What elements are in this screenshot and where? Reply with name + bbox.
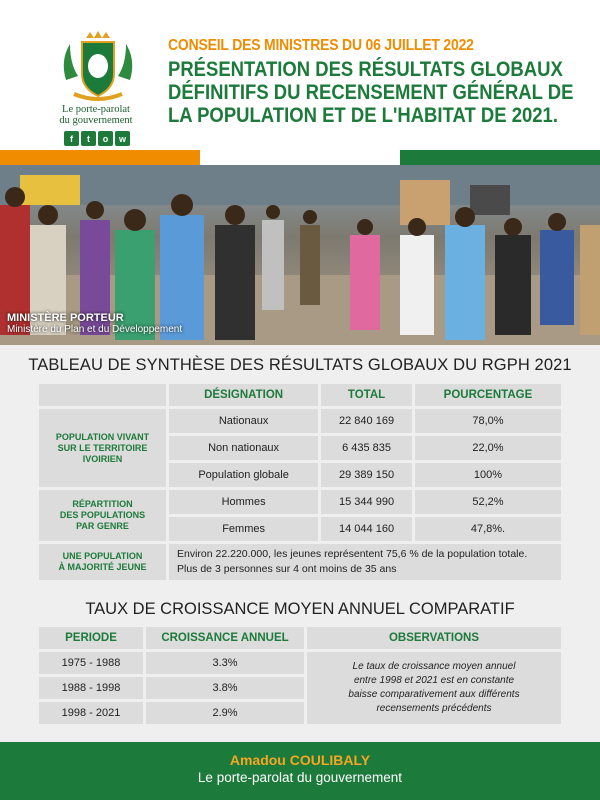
- group-genre-label: [39, 490, 166, 541]
- designation-cell: Nationaux: [169, 409, 318, 433]
- youth-note-line2: Plus de 3 personnes sur 4 ont moins de 35 ans: [177, 563, 397, 575]
- table-row: [39, 409, 561, 433]
- rate-cell: 3.8%: [146, 677, 304, 699]
- header-total: TOTAL: [321, 384, 412, 406]
- observation-cell: [307, 652, 561, 724]
- title-line3: LA POPULATION ET DE L'HABITAT DE 2021.: [168, 103, 558, 127]
- group-label-line: PAR GENRE: [76, 521, 129, 531]
- rate-cell: 3.3%: [146, 652, 304, 674]
- header: [0, 0, 600, 165]
- table-row: [39, 652, 561, 674]
- logo-caption: [36, 104, 156, 126]
- header-observations: OBSERVATIONS: [307, 627, 561, 649]
- percentage-cell: 47,8%.: [415, 517, 561, 541]
- group-label-line: UNE POPULATION: [62, 551, 143, 561]
- total-cell: 29 389 150: [321, 463, 412, 487]
- header-pourcentage: POURCENTAGE: [415, 384, 561, 406]
- table-row: [39, 490, 561, 514]
- header-designation: DÉSIGNATION: [169, 384, 318, 406]
- title-line2: DÉFINITIFS DU RECENSEMENT GÉNÉRAL DE: [168, 80, 574, 104]
- table-header-row: [39, 384, 561, 406]
- ministere-name: Ministère du Plan et du Développement: [7, 324, 183, 335]
- table-header-row: [39, 627, 561, 649]
- total-cell: 22 840 169: [321, 409, 412, 433]
- logo-caption-line2: du gouvernement: [59, 115, 133, 126]
- header-empty-cell: [39, 384, 166, 406]
- total-cell: 6 435 835: [321, 436, 412, 460]
- percentage-cell: 78,0%: [415, 409, 561, 433]
- observation-line: baisse comparativement aux différents: [348, 689, 520, 700]
- observation-line: Le taux de croissance moyen annuel: [352, 661, 516, 672]
- footer-name: Amadou COULIBALY: [229, 752, 371, 768]
- period-cell: 1998 - 2021: [39, 702, 143, 724]
- social-icons: [64, 131, 130, 146]
- green-accent-bar: [400, 150, 600, 165]
- observation-line: recensements précédents: [376, 703, 492, 714]
- total-cell: 15 344 990: [321, 490, 412, 514]
- conseil-date: CONSEIL DES MINISTRES DU 06 JUILLET 2022: [168, 37, 474, 54]
- footer-role: Le porte-parolat du gouvernement: [197, 770, 403, 785]
- logo-caption-line1: Le porte-parolat: [62, 104, 130, 115]
- group-label-line: RÉPARTITION: [72, 499, 133, 509]
- designation-cell: Femmes: [169, 517, 318, 541]
- website-icon[interactable]: w: [115, 131, 130, 146]
- designation-cell: Population globale: [169, 463, 318, 487]
- rate-cell: 2.9%: [146, 702, 304, 724]
- footer: [0, 742, 600, 800]
- total-cell: 14 044 160: [321, 517, 412, 541]
- facebook-icon[interactable]: f: [64, 131, 79, 146]
- group-label-line: DES POPULATIONS: [59, 510, 146, 520]
- table-row: [39, 544, 561, 580]
- instagram-icon[interactable]: o: [98, 131, 113, 146]
- period-cell: 1988 - 1998: [39, 677, 143, 699]
- observation-line: entre 1998 et 2021 est en constante: [353, 675, 515, 686]
- group-label-line: SUR LE TERRITOIRE: [57, 442, 148, 453]
- page-title: [168, 57, 574, 127]
- synthesis-table: [36, 381, 564, 583]
- percentage-cell: 100%: [415, 463, 561, 487]
- header-croissance: CROISSANCE ANNUEL: [146, 627, 304, 649]
- group-jeune-label: [39, 544, 166, 580]
- percentage-cell: 52,2%: [415, 490, 561, 514]
- youth-note-line1: Environ 22.220.000, les jeunes représentent 75,6 % de la population totale.: [177, 548, 528, 560]
- period-cell: 1975 - 1988: [39, 652, 143, 674]
- group-label-line: IVOIRIEN: [82, 453, 123, 464]
- twitter-icon[interactable]: t: [81, 131, 96, 146]
- synthesis-table-title: TABLEAU DE SYNTHÈSE DES RÉSULTATS GLOBAUX DU RGPH 2021: [28, 356, 572, 374]
- designation-cell: Non nationaux: [169, 436, 318, 460]
- percentage-cell: 22,0%: [415, 436, 561, 460]
- designation-cell: Hommes: [169, 490, 318, 514]
- growth-table: [36, 624, 564, 727]
- group-label-line: POPULATION VIVANT: [55, 431, 150, 442]
- group-label-line: À MAJORITÉ JEUNE: [58, 562, 147, 572]
- orange-accent-bar: [0, 150, 200, 165]
- ministere-label: MINISTÈRE PORTEUR: [7, 312, 124, 324]
- growth-table-title: TAUX DE CROISSANCE MOYEN ANNUEL COMPARATIF: [85, 600, 515, 618]
- title-line1: PRÉSENTATION DES RÉSULTATS GLOBAUX: [168, 57, 563, 81]
- group-population-label: [39, 409, 166, 487]
- youth-note: [169, 544, 561, 580]
- header-periode: PERIODE: [39, 627, 143, 649]
- coat-of-arms-logo: [56, 30, 140, 106]
- ministere-porteur: [7, 312, 182, 335]
